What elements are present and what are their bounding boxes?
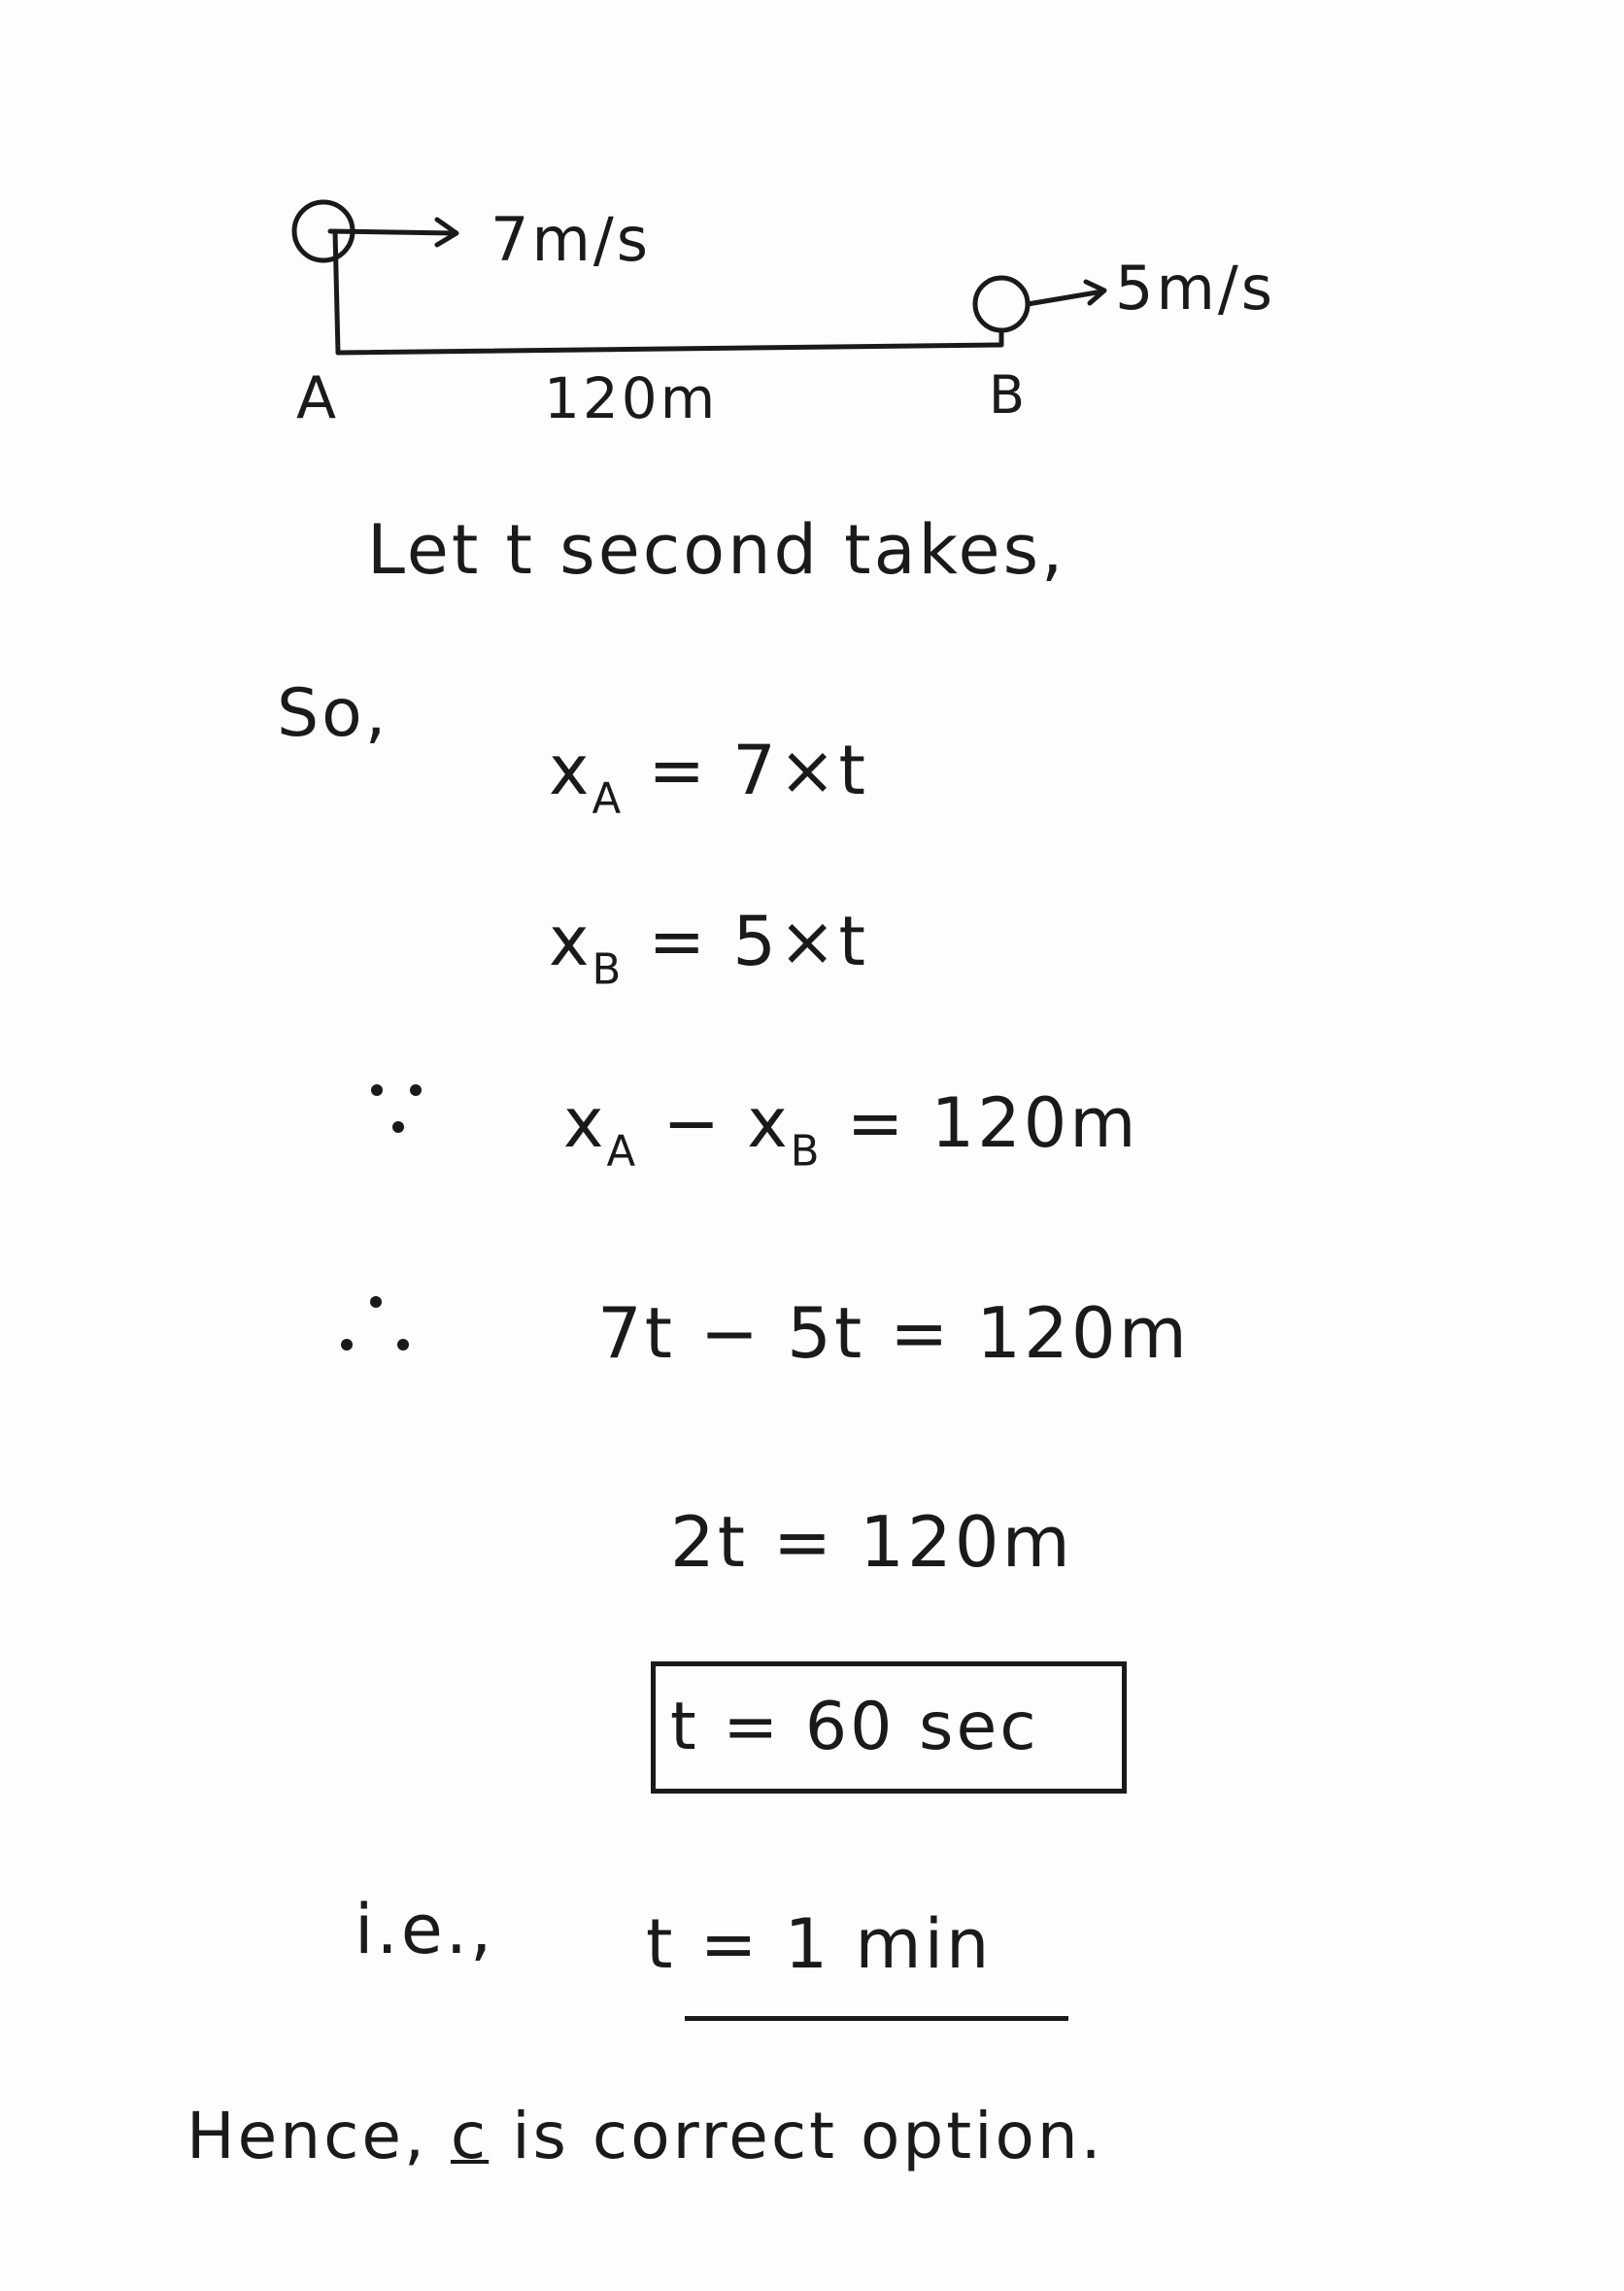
equation-xa-subscript: A <box>592 774 625 824</box>
equation-xb-variable: x <box>549 902 592 981</box>
velocity-arrow-a <box>330 231 455 233</box>
ie-value-underline <box>685 2016 1068 2021</box>
because-dot-3 <box>392 1121 404 1133</box>
correct-option-letter: c <box>450 2099 490 2173</box>
speed-b-label: 5m/s <box>1115 253 1276 324</box>
conclusion-line <box>186 2099 1104 2173</box>
equation-xa-variable: x <box>549 731 592 810</box>
speed-a-label: 7m/s <box>491 204 652 275</box>
difference-equation <box>563 1083 1138 1177</box>
difference-a-variable: x <box>563 1083 607 1163</box>
distance-line <box>338 345 1000 353</box>
equation-xa-rhs: = 7×t <box>624 731 868 810</box>
difference-minus: − x <box>638 1083 791 1163</box>
therefore-symbol <box>335 1292 413 1370</box>
intro-line: Let t second takes, <box>367 510 1066 590</box>
so-label: So, <box>277 675 389 752</box>
because-symbol <box>367 1078 425 1137</box>
difference-rhs: = 120m <box>822 1083 1139 1163</box>
conclusion-prefix: Hence, <box>186 2099 451 2173</box>
step-one: 7t − 5t = 120m <box>597 1292 1190 1374</box>
conclusion-suffix: is correct option. <box>489 2099 1104 2173</box>
because-dot-1 <box>371 1084 383 1096</box>
ie-value: t = 1 min <box>646 1904 993 1984</box>
equation-xa <box>549 731 868 824</box>
distance-label: 120m <box>544 365 719 431</box>
point-b-label: B <box>989 364 1029 426</box>
particle-b-circle <box>975 278 1028 330</box>
point-a-label: A <box>296 364 340 432</box>
equation-xb <box>549 902 868 995</box>
therefore-dot-2 <box>341 1339 353 1351</box>
equation-xb-subscript: B <box>592 945 625 995</box>
step-two: 2t = 120m <box>670 1501 1073 1583</box>
because-dot-2 <box>410 1084 422 1096</box>
difference-a-subscript: A <box>606 1127 639 1177</box>
drop-line-a <box>335 231 338 353</box>
result-text: t = 60 sec <box>670 1689 1039 1765</box>
motion-diagram <box>0 0 1624 505</box>
difference-b-subscript: B <box>790 1127 823 1177</box>
therefore-dot-3 <box>397 1339 409 1351</box>
therefore-dot-1 <box>370 1296 382 1308</box>
ie-label: i.e., <box>355 1890 495 1969</box>
equation-xb-rhs: = 5×t <box>624 902 869 981</box>
